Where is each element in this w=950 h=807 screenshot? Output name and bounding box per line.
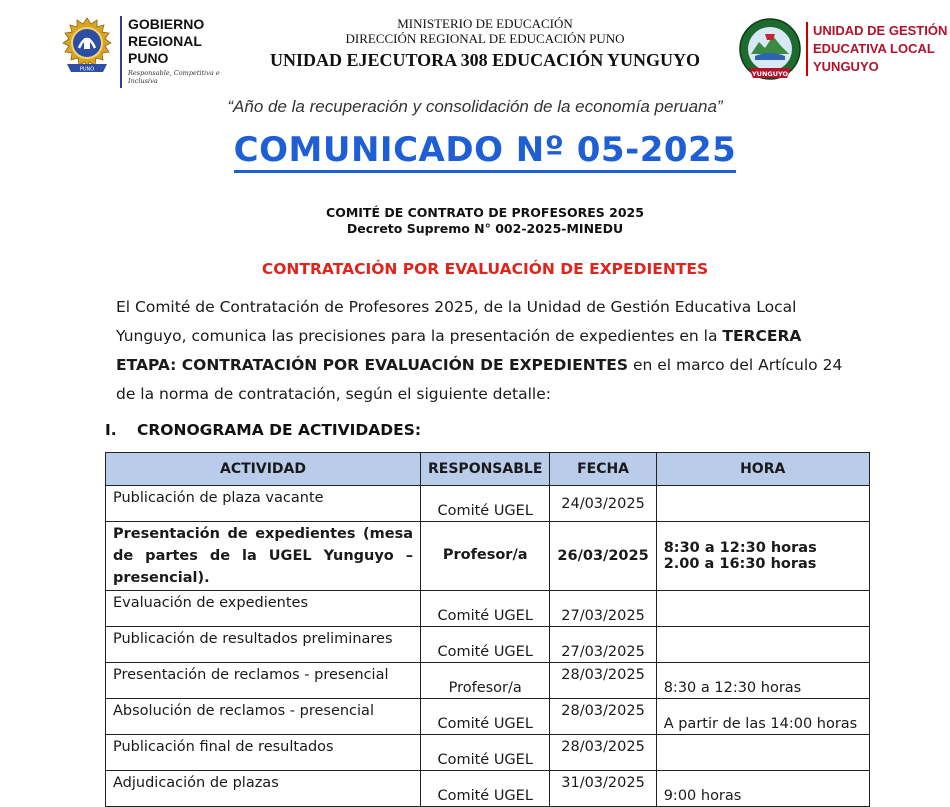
date-cell [550, 663, 656, 699]
date-cell: 26/03/2025 [550, 522, 656, 591]
ugel-line-1: UNIDAD DE GESTIÓN [813, 23, 948, 38]
intro-text-1: El Comité de Contratación de Profesores 2025, de la Unidad de Gestión Educativa Local Yunguyo, comunica las precisiones para la presentación de expedientes en la [116, 298, 797, 345]
ministry-name: MINISTERIO DE EDUCACIÓN [397, 16, 573, 31]
responsible-cell: Profesor/a [421, 522, 550, 591]
header-date: FECHA [550, 453, 656, 486]
year-motto: “Año de la recuperación y consolidación de la economía peruana” [227, 97, 723, 116]
responsible-cell: Comité UGEL [421, 486, 550, 522]
hour-cell: A partir de las 14:00 horas [656, 699, 869, 735]
decree-reference: Decreto Supremo N° 002-2025-MINEDU [346, 221, 624, 236]
table-row [106, 486, 870, 522]
committee-block [0, 205, 950, 237]
activity-text: Publicación de resultados preliminares [113, 630, 393, 647]
header-responsible: RESPONSABLE [421, 453, 550, 486]
intro-text-2: en el marco del Artículo 24 de la norma de contratación, según el siguiente detalle: [116, 356, 843, 403]
activity-text: Absolución de reclamos - presencial [113, 702, 374, 719]
date-cell: 24/03/2025 [550, 486, 656, 522]
activity-text: Publicación de plaza vacante [113, 489, 324, 506]
activity-cell [106, 591, 421, 627]
responsible-cell: Comité UGEL [421, 699, 550, 735]
hour-cell [656, 486, 869, 522]
ugel-line-3: YUNGUYO [813, 59, 879, 74]
gov-line-1: GOBIERNO [128, 16, 205, 32]
gov-line-3: PUNO [128, 50, 169, 66]
document-subtitle: CONTRATACIÓN POR EVALUACIÓN DE EXPEDIENTES [261, 260, 709, 278]
header-activity: ACTIVIDAD [106, 453, 421, 486]
responsible-cell: Comité UGEL [421, 627, 550, 663]
ministry-header [250, 16, 720, 72]
hour-cell [656, 735, 869, 771]
responsible-cell: Comité UGEL [421, 735, 550, 771]
intro-bold: TERCERA ETAPA: CONTRATACIÓN POR EVALUACIÓN DE EXPEDIENTES [116, 327, 802, 374]
activity-text: Presentación de reclamos - presencial [113, 666, 389, 683]
date-cell [550, 771, 656, 807]
section-heading [105, 421, 421, 439]
header-hour: HORA [656, 453, 869, 486]
hour-cell: 8:30 a 12:30 horas [656, 663, 869, 699]
activity-text: Publicación final de resultados [113, 738, 334, 755]
table-row [106, 591, 870, 627]
activity-cell [106, 735, 421, 771]
schedule-table [105, 452, 870, 807]
date-cell: 27/03/2025 [550, 627, 656, 663]
section-number: I. [105, 421, 117, 439]
svg-text:PUNO: PUNO [79, 66, 95, 73]
hour-cell [656, 591, 869, 627]
ugel-line-2: EDUCATIVA LOCAL [813, 41, 935, 56]
responsible-cell: Comité UGEL [421, 591, 550, 627]
section-title: CRONOGRAMA DE ACTIVIDADES: [137, 421, 422, 439]
gov-line-2: REGIONAL [128, 33, 202, 49]
responsible-cell: Profesor/a [421, 663, 550, 699]
activity-cell [106, 699, 421, 735]
document-title [0, 130, 950, 170]
activity-cell: Presentación de expedientes (mesa de partes de la UGEL Yunguyo – presencial). [106, 522, 421, 591]
date-text: 28/03/2025 [561, 738, 645, 755]
date-text: 31/03/2025 [561, 774, 645, 791]
hour-cell: 9:00 horas [656, 771, 869, 807]
hour-cell [656, 627, 869, 663]
date-cell: 27/03/2025 [550, 591, 656, 627]
table-row [106, 627, 870, 663]
date-cell [550, 735, 656, 771]
table-row [106, 522, 870, 591]
gov-slogan: Responsable, Competitiva e Inclusiva [128, 69, 220, 85]
regional-government-name [120, 16, 235, 88]
table-row [106, 771, 870, 807]
table-row [106, 699, 870, 735]
activity-text: Adjudicación de plazas [113, 774, 279, 791]
activity-cell [106, 771, 421, 807]
intro-paragraph [116, 293, 866, 409]
activity-cell [106, 486, 421, 522]
table-row [106, 735, 870, 771]
activity-text: Evaluación de expedientes [113, 594, 309, 611]
date-text: 28/03/2025 [561, 666, 645, 683]
hour-line-2: 2.00 a 16:30 horas [663, 556, 817, 572]
ugel-logo-banner: YUNGUYO [751, 70, 789, 78]
activity-cell [106, 627, 421, 663]
date-text: 28/03/2025 [561, 702, 645, 719]
date-cell [550, 699, 656, 735]
executing-unit: UNIDAD EJECUTORA 308 EDUCACIÓN YUNGUYO [269, 50, 701, 70]
table-header-row [106, 453, 870, 486]
ugel-name [806, 22, 950, 76]
table-row [106, 663, 870, 699]
activity-cell [106, 663, 421, 699]
committee-name: COMITÉ DE CONTRATO DE PROFESORES 2025 [326, 205, 644, 220]
hour-cell [656, 522, 869, 591]
document-title-text: COMUNICADO Nº 05-2025 [234, 130, 737, 173]
regional-government-emblem [57, 16, 117, 80]
ugel-yunguyo-logo [735, 16, 805, 86]
hour-line-1: 8:30 a 12:30 horas [663, 540, 817, 556]
responsible-cell: Comité UGEL [421, 771, 550, 807]
regional-direction: DIRECCIÓN REGIONAL DE EDUCACIÓN PUNO [345, 31, 625, 46]
